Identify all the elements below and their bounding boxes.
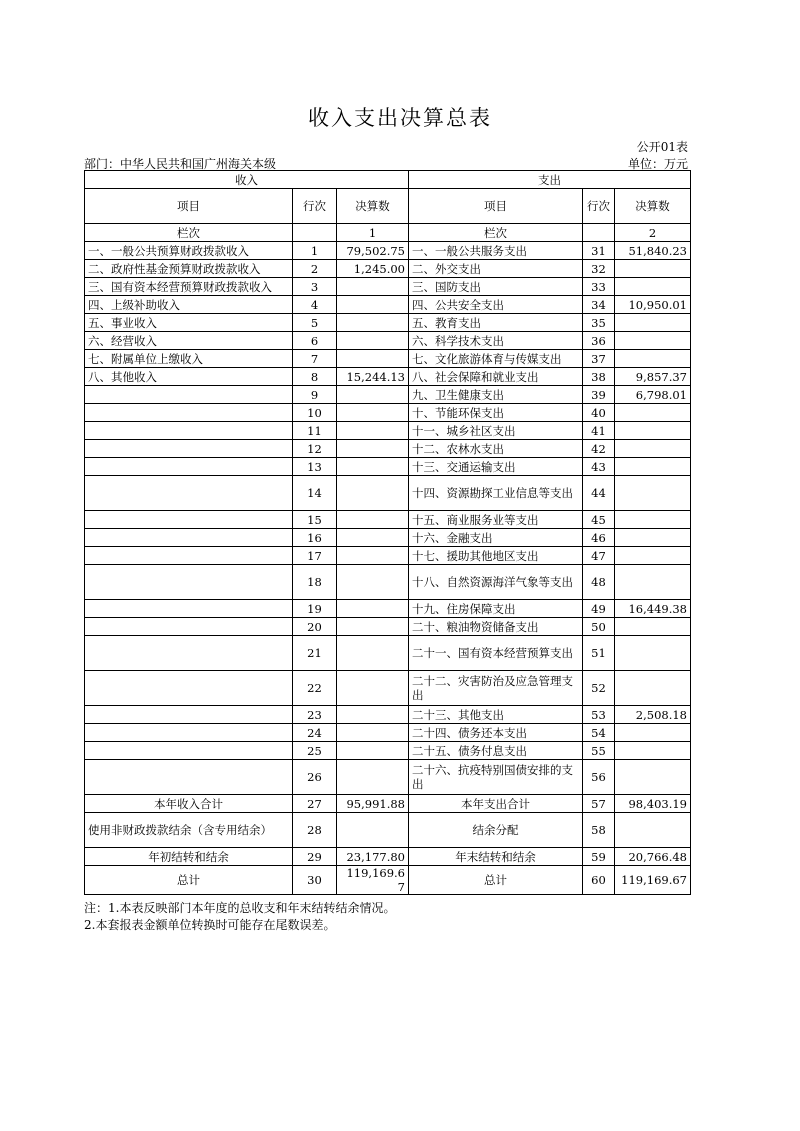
expense-header: 支出 xyxy=(409,171,691,189)
expense-item-cell: 九、卫生健康支出 xyxy=(409,386,583,404)
expense-rowno-header: 行次 xyxy=(583,189,615,224)
table-row xyxy=(85,511,691,529)
expense-amount-cell xyxy=(615,760,691,795)
expense-amount-cell xyxy=(615,404,691,422)
expense-amount-cell xyxy=(615,565,691,600)
income-amount-cell xyxy=(337,618,409,636)
income-amount-cell: 15,244.13 xyxy=(337,368,409,386)
income-amount-cell xyxy=(337,332,409,350)
income-amount-cell xyxy=(337,636,409,671)
income-item-cell: 八、其他收入 xyxy=(85,368,293,386)
expense-rowno-cell: 59 xyxy=(583,848,615,866)
income-amount-cell xyxy=(337,386,409,404)
table-row xyxy=(85,706,691,724)
income-item-cell xyxy=(85,706,293,724)
expense-amount-cell xyxy=(615,314,691,332)
income-item-cell: 使用非财政拨款结余（含专用结余） xyxy=(85,813,293,848)
income-rowno-cell: 8 xyxy=(293,368,337,386)
expense-item-cell: 结余分配 xyxy=(409,813,583,848)
expense-rowno-cell: 51 xyxy=(583,636,615,671)
expense-amount-cell xyxy=(615,440,691,458)
expense-item-cell: 十四、资源勘探工业信息等支出 xyxy=(409,476,583,511)
summary-row xyxy=(85,848,691,866)
table-row xyxy=(85,332,691,350)
expense-amount-cell xyxy=(615,618,691,636)
expense-rowno-cell: 31 xyxy=(583,242,615,260)
expense-item-header: 项目 xyxy=(409,189,583,224)
expense-item-cell: 十九、住房保障支出 xyxy=(409,600,583,618)
income-rowno-cell: 25 xyxy=(293,742,337,760)
income-amount-cell xyxy=(337,600,409,618)
expense-item-cell: 六、科学技术支出 xyxy=(409,332,583,350)
income-rowno-cell: 3 xyxy=(293,278,337,296)
income-amount-cell xyxy=(337,706,409,724)
expense-amount-cell xyxy=(615,529,691,547)
expense-amount-cell xyxy=(615,278,691,296)
income-item-cell: 本年收入合计 xyxy=(85,795,293,813)
expense-amount-cell xyxy=(615,511,691,529)
table-row xyxy=(85,368,691,386)
expense-rowno-cell: 56 xyxy=(583,760,615,795)
income-amount-cell xyxy=(337,547,409,565)
income-item-cell: 一、一般公共预算财政拨款收入 xyxy=(85,242,293,260)
expense-rowno-cell: 46 xyxy=(583,529,615,547)
summary-row xyxy=(85,795,691,813)
income-item-cell xyxy=(85,476,293,511)
expense-item-cell: 十三、交通运输支出 xyxy=(409,458,583,476)
income-amount-cell xyxy=(337,476,409,511)
expense-rowno-cell: 41 xyxy=(583,422,615,440)
expense-rowno-cell: 55 xyxy=(583,742,615,760)
expense-item-cell: 十、节能环保支出 xyxy=(409,404,583,422)
table-row xyxy=(85,600,691,618)
expense-rowno-cell: 45 xyxy=(583,511,615,529)
income-rowno-cell: 21 xyxy=(293,636,337,671)
expense-amount-cell xyxy=(615,332,691,350)
income-rowno-header: 行次 xyxy=(293,189,337,224)
income-amount-cell: 95,991.88 xyxy=(337,795,409,813)
expense-rowno-cell: 35 xyxy=(583,314,615,332)
income-amount-cell xyxy=(337,350,409,368)
table-row xyxy=(85,529,691,547)
income-item-cell xyxy=(85,600,293,618)
expense-amount-cell: 2,508.18 xyxy=(615,706,691,724)
income-item-cell xyxy=(85,440,293,458)
income-amount-cell xyxy=(337,314,409,332)
expense-amount-cell xyxy=(615,813,691,848)
income-item-cell xyxy=(85,404,293,422)
income-rowno-cell: 17 xyxy=(293,547,337,565)
expense-rowno-cell: 37 xyxy=(583,350,615,368)
expense-item-cell: 十五、商业服务业等支出 xyxy=(409,511,583,529)
table-row xyxy=(85,636,691,671)
unit-label: 单位：万元 xyxy=(627,157,688,171)
expense-item-cell: 四、公共安全支出 xyxy=(409,296,583,314)
income-amount-cell xyxy=(337,529,409,547)
expense-rowno-cell: 48 xyxy=(583,565,615,600)
income-item-cell: 总计 xyxy=(85,866,293,895)
income-rowno-cell: 10 xyxy=(293,404,337,422)
expense-amount-cell: 10,950.01 xyxy=(615,296,691,314)
income-rowno-cell: 30 xyxy=(293,866,337,895)
expense-item-cell: 年末结转和结余 xyxy=(409,848,583,866)
income-item-cell xyxy=(85,529,293,547)
income-expense-table xyxy=(84,170,691,895)
income-item-cell: 二、政府性基金预算财政拨款收入 xyxy=(85,260,293,278)
expense-item-cell: 十八、自然资源海洋气象等支出 xyxy=(409,565,583,600)
income-item-cell xyxy=(85,422,293,440)
table-row xyxy=(85,724,691,742)
expense-rowno-cell: 39 xyxy=(583,386,615,404)
expense-rowno-cell: 57 xyxy=(583,795,615,813)
table-row xyxy=(85,618,691,636)
income-rowno-cell: 15 xyxy=(293,511,337,529)
expense-amount-cell: 119,169.67 xyxy=(615,866,691,895)
expense-amount-cell xyxy=(615,458,691,476)
expense-amount-cell: 9,857.37 xyxy=(615,368,691,386)
summary-row xyxy=(85,866,691,895)
expense-rowno-cell: 54 xyxy=(583,724,615,742)
expense-item-cell: 十二、农林水支出 xyxy=(409,440,583,458)
income-amount-cell xyxy=(337,458,409,476)
income-amount-cell xyxy=(337,404,409,422)
income-item-cell xyxy=(85,671,293,706)
table-row xyxy=(85,404,691,422)
income-amount-cell xyxy=(337,296,409,314)
expense-amount-header: 决算数 xyxy=(615,189,691,224)
expense-item-cell: 二十四、债务还本支出 xyxy=(409,724,583,742)
expense-item-cell: 七、文化旅游体育与传媒支出 xyxy=(409,350,583,368)
income-amount-cell xyxy=(337,813,409,848)
page-title: 收入支出决算总表 xyxy=(308,106,492,130)
expense-rowno-cell: 49 xyxy=(583,600,615,618)
expense-item-cell: 一、一般公共服务支出 xyxy=(409,242,583,260)
expense-item-cell: 二十一、国有资本经营预算支出 xyxy=(409,636,583,671)
income-rowno-cell: 26 xyxy=(293,760,337,795)
income-amount-cell: 79,502.75 xyxy=(337,242,409,260)
expense-item-cell: 二十二、灾害防治及应急管理支出 xyxy=(409,671,583,706)
income-rowno-cell: 18 xyxy=(293,565,337,600)
expense-amount-cell xyxy=(615,350,691,368)
income-rowno-cell: 19 xyxy=(293,600,337,618)
income-item-cell: 四、上级补助收入 xyxy=(85,296,293,314)
expense-rowno-cell: 60 xyxy=(583,866,615,895)
income-item-cell: 六、经营收入 xyxy=(85,332,293,350)
income-amount-cell xyxy=(337,278,409,296)
expense-rowno-cell: 42 xyxy=(583,440,615,458)
expense-amount-cell: 6,798.01 xyxy=(615,386,691,404)
col1-label: 1 xyxy=(337,224,409,242)
expense-rowno-cell: 52 xyxy=(583,671,615,706)
expense-item-cell: 八、社会保障和就业支出 xyxy=(409,368,583,386)
income-rowno-cell: 29 xyxy=(293,848,337,866)
expense-item-cell: 十六、金融支出 xyxy=(409,529,583,547)
income-item-cell xyxy=(85,511,293,529)
table-row xyxy=(85,440,691,458)
expense-amount-cell: 20,766.48 xyxy=(615,848,691,866)
expense-item-cell: 二、外交支出 xyxy=(409,260,583,278)
income-amount-cell: 23,177.80 xyxy=(337,848,409,866)
expense-item-cell: 二十三、其他支出 xyxy=(409,706,583,724)
income-lanci-label: 栏次 xyxy=(85,224,293,242)
income-rowno-cell: 1 xyxy=(293,242,337,260)
income-amount-cell xyxy=(337,671,409,706)
table-row xyxy=(85,314,691,332)
income-rowno-cell: 7 xyxy=(293,350,337,368)
expense-item-cell: 二十、粮油物资储备支出 xyxy=(409,618,583,636)
income-amount-cell xyxy=(337,760,409,795)
income-item-cell: 年初结转和结余 xyxy=(85,848,293,866)
income-item-cell xyxy=(85,618,293,636)
income-rowno-cell: 23 xyxy=(293,706,337,724)
expense-rowno-cell: 33 xyxy=(583,278,615,296)
income-item-cell xyxy=(85,760,293,795)
expense-amount-cell xyxy=(615,742,691,760)
expense-amount-cell: 98,403.19 xyxy=(615,795,691,813)
income-amount-cell xyxy=(337,742,409,760)
expense-amount-cell xyxy=(615,636,691,671)
income-amount-header: 决算数 xyxy=(337,189,409,224)
table-row xyxy=(85,296,691,314)
expense-rowno-cell: 38 xyxy=(583,368,615,386)
expense-item-cell: 二十五、债务付息支出 xyxy=(409,742,583,760)
expense-amount-cell xyxy=(615,260,691,278)
expense-rowno-cell: 36 xyxy=(583,332,615,350)
expense-rowno-cell: 47 xyxy=(583,547,615,565)
income-rowno-cell: 28 xyxy=(293,813,337,848)
income-amount-cell: 119,169.67 xyxy=(337,866,409,895)
table-row xyxy=(85,565,691,600)
income-item-cell: 三、国有资本经营预算财政拨款收入 xyxy=(85,278,293,296)
note-line: 注：1.本表反映部门本年度的总收支和年末结转结余情况。 xyxy=(84,901,396,915)
income-rowno-cell: 9 xyxy=(293,386,337,404)
expense-item-cell: 十一、城乡社区支出 xyxy=(409,422,583,440)
expense-lanci-label: 栏次 xyxy=(409,224,583,242)
expense-rowno-cell: 34 xyxy=(583,296,615,314)
income-amount-cell xyxy=(337,565,409,600)
expense-item-cell: 十七、援助其他地区支出 xyxy=(409,547,583,565)
income-item-cell xyxy=(85,458,293,476)
income-rowno-cell: 24 xyxy=(293,724,337,742)
income-amount-cell xyxy=(337,511,409,529)
income-amount-cell: 1,245.00 xyxy=(337,260,409,278)
expense-rowno-cell: 44 xyxy=(583,476,615,511)
expense-item-cell: 五、教育支出 xyxy=(409,314,583,332)
income-item-cell: 五、事业收入 xyxy=(85,314,293,332)
income-rowno-cell: 5 xyxy=(293,314,337,332)
income-item-cell xyxy=(85,565,293,600)
income-amount-cell xyxy=(337,440,409,458)
table-row xyxy=(85,547,691,565)
expense-amount-cell xyxy=(615,476,691,511)
expense-rowno-cell: 50 xyxy=(583,618,615,636)
expense-item-cell: 三、国防支出 xyxy=(409,278,583,296)
expense-amount-cell xyxy=(615,422,691,440)
income-item-cell: 七、附属单位上缴收入 xyxy=(85,350,293,368)
income-rowno-cell: 16 xyxy=(293,529,337,547)
expense-rowno-cell: 53 xyxy=(583,706,615,724)
income-rowno-cell: 27 xyxy=(293,795,337,813)
notes xyxy=(84,900,395,934)
expense-amount-cell xyxy=(615,724,691,742)
expense-item-cell: 总计 xyxy=(409,866,583,895)
table-row xyxy=(85,242,691,260)
income-item-cell xyxy=(85,547,293,565)
income-item-cell xyxy=(85,724,293,742)
income-item-cell xyxy=(85,386,293,404)
expense-amount-cell: 51,840.23 xyxy=(615,242,691,260)
income-rowno-cell: 2 xyxy=(293,260,337,278)
table-row xyxy=(85,458,691,476)
expense-amount-cell xyxy=(615,547,691,565)
expense-rowno-cell: 43 xyxy=(583,458,615,476)
summary-row xyxy=(85,813,691,848)
expense-rowno-cell: 32 xyxy=(583,260,615,278)
income-header: 收入 xyxy=(85,171,409,189)
income-rowno-cell: 6 xyxy=(293,332,337,350)
income-rowno-cell: 14 xyxy=(293,476,337,511)
expense-item-cell: 二十六、抗疫特别国债安排的支出 xyxy=(409,760,583,795)
note-line: 2.本套报表金额单位转换时可能存在尾数误差。 xyxy=(84,918,336,932)
income-item-cell xyxy=(85,636,293,671)
income-rowno-cell: 11 xyxy=(293,422,337,440)
table-body xyxy=(85,242,691,895)
table-row xyxy=(85,386,691,404)
expense-amount-cell xyxy=(615,671,691,706)
expense-amount-cell: 16,449.38 xyxy=(615,600,691,618)
expense-item-cell: 本年支出合计 xyxy=(409,795,583,813)
col2-label: 2 xyxy=(615,224,691,242)
table-row xyxy=(85,671,691,706)
table-row xyxy=(85,278,691,296)
income-amount-cell xyxy=(337,422,409,440)
income-item-cell xyxy=(85,742,293,760)
expense-rowno-cell: 58 xyxy=(583,813,615,848)
table-row xyxy=(85,476,691,511)
income-rowno-cell: 13 xyxy=(293,458,337,476)
department-label: 部门：中华人民共和国广州海关本级 xyxy=(84,157,277,171)
table-row xyxy=(85,742,691,760)
form-code: 公开01表 xyxy=(636,140,688,154)
table-row xyxy=(85,760,691,795)
table-row xyxy=(85,350,691,368)
table-row xyxy=(85,260,691,278)
income-amount-cell xyxy=(337,724,409,742)
income-rowno-cell: 22 xyxy=(293,671,337,706)
expense-rowno-cell: 40 xyxy=(583,404,615,422)
table-row xyxy=(85,422,691,440)
income-rowno-cell: 20 xyxy=(293,618,337,636)
income-item-header: 项目 xyxy=(85,189,293,224)
income-rowno-cell: 4 xyxy=(293,296,337,314)
income-rowno-cell: 12 xyxy=(293,440,337,458)
